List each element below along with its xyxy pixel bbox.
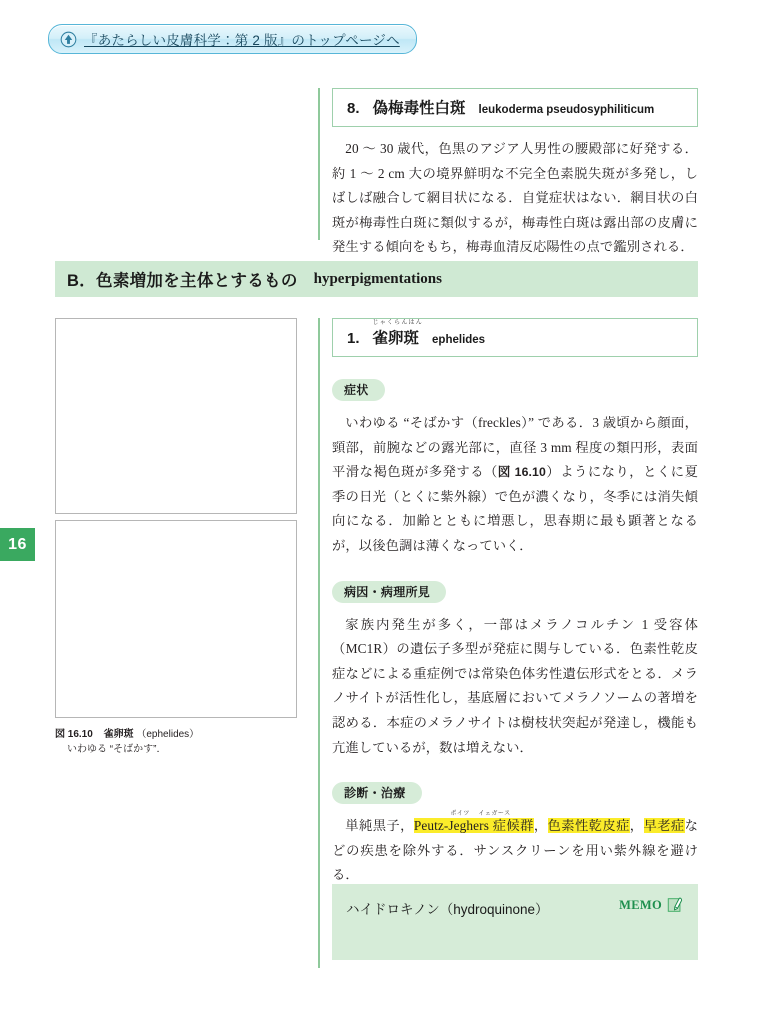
block-diagnosis-body bbox=[332, 811, 699, 888]
block-symptoms bbox=[332, 379, 698, 401]
figure-caption bbox=[55, 727, 297, 757]
memo-box bbox=[332, 884, 698, 960]
block-label-symptoms: 症状 bbox=[332, 379, 385, 401]
column-divider-main bbox=[318, 318, 320, 968]
back-to-top-link-wrap bbox=[48, 24, 417, 54]
page-number-tab: 16 bbox=[0, 528, 35, 561]
block-symptoms-body bbox=[332, 411, 698, 559]
diagnosis-tail: などの疾患を除外する．サンスクリーンを用い紫外線を避ける． bbox=[332, 818, 699, 883]
memo-text: ハイドロキノン（hydroquinone） bbox=[346, 902, 549, 917]
figure-image-placeholder-a bbox=[55, 318, 297, 514]
figure-reference: 図 16.10 bbox=[497, 465, 546, 480]
section-8-body: 20 〜 30 歳代，色黒のアジア人男性の腰殿部に好発する．約 1 〜 2 cm 大の境界鮮明な不完全色素脱失斑が多発し，しばしば融合して網目状になる．自覚症状はない．網目状の白斑が梅毒性白斑に類似するが，梅毒性白斑は露出部の皮膚に発生する傾向をもち，梅毒血清反応陽性の点で鑑別される． bbox=[332, 141, 698, 255]
block-etiology-body: 家族内発生が多く，一部はメラノコルチン 1 受容体（MC1R）の遺伝子多型が発症に関与している．色素性乾皮症などによる重症例では常染色体劣性遺伝形式をとる．メラノサイトが活性化し，基底層においてメラノソームの著増を認める．本症のメラノサイトは樹枝状突起が発達し，機能も亢進しているが，数は増えない． bbox=[332, 616, 698, 755]
section-8-title-jp: 偽梅毒性白斑 bbox=[372, 100, 466, 117]
section-1-title-ruby: じゃくらんはん bbox=[372, 320, 423, 326]
block-diagnosis bbox=[332, 782, 698, 804]
section-8-title-en: leukoderma pseudosyphiliticum bbox=[478, 104, 655, 116]
section-1-container bbox=[332, 318, 698, 888]
pencil-icon bbox=[666, 896, 684, 914]
section-1-title-en: ephelides bbox=[432, 334, 486, 346]
section-band-title-jp: B．色素増加を主体とするもの bbox=[67, 272, 298, 290]
block-symptoms-body-prefix: いわゆる “そばかす（freckles）” である．3 歳頃から顔面，頸部，前腕などの露光部に，直径 3 mm 程度の類円形，表面平滑な褐色斑が多発する（ bbox=[332, 415, 698, 480]
diagnosis-sep-2: ， bbox=[629, 818, 644, 834]
section-8-container bbox=[332, 88, 698, 260]
figure-image-placeholder-b bbox=[55, 520, 297, 718]
section-1-heading bbox=[332, 318, 698, 357]
section-1-number: 1. bbox=[347, 330, 360, 347]
highlight-progeria: 早老症 bbox=[643, 818, 685, 834]
figure-column bbox=[55, 318, 297, 757]
ruby-poitsu: ポイツ bbox=[450, 811, 470, 818]
back-to-top-page-link[interactable] bbox=[48, 24, 417, 54]
highlight-peutz-jeghers-text: Peutz-Jeghers 症候群 bbox=[413, 818, 534, 834]
section-8-heading bbox=[332, 88, 698, 127]
block-etiology bbox=[332, 581, 698, 603]
highlight-xeroderma-pigmentosum: 色素性乾皮症 bbox=[547, 818, 630, 834]
up-arrow-circle-icon bbox=[60, 31, 77, 48]
block-symptoms-body-suffix: ）ようになり，とくに夏季の日光（とくに紫外線）で色が濃くなり，冬季には消失傾向になる．加齢とともに増悪し，思春期に最も顕著となるが，以後色調は薄くなっていく． bbox=[332, 464, 698, 553]
figure-label: 図 16.10 bbox=[55, 729, 93, 740]
section-1-title-jp bbox=[372, 320, 423, 348]
section-1-title-jp-text: 雀卵斑 bbox=[372, 330, 420, 347]
ruby-jegers: イェガース bbox=[478, 811, 511, 818]
memo-label: MEMO bbox=[619, 897, 662, 912]
diagnosis-sep-1: ， bbox=[533, 818, 548, 834]
section-8-number: 8. bbox=[347, 100, 360, 117]
highlight-peutz-jeghers-ruby bbox=[414, 809, 534, 820]
figure-title-jp: 雀卵斑 bbox=[103, 729, 134, 740]
column-divider-top bbox=[318, 88, 320, 240]
memo-row bbox=[346, 898, 684, 918]
section-band-title-en: hyperpigmentations bbox=[313, 270, 442, 287]
figure-title-en: （ephelides） bbox=[136, 729, 200, 740]
highlight-peutz-jeghers bbox=[413, 811, 534, 834]
figure-subtitle: いわゆる “そばかす”． bbox=[67, 744, 167, 755]
section-band-B bbox=[55, 261, 698, 297]
back-to-top-page-label: 『あたらしい皮膚科学：第 2 版』のトップページへ bbox=[84, 33, 400, 48]
memo-tag bbox=[619, 896, 684, 914]
block-label-etiology: 病因・病理所見 bbox=[332, 581, 446, 603]
diagnosis-lead: 単純黒子， bbox=[345, 818, 414, 834]
block-label-diagnosis: 診断・治療 bbox=[332, 782, 422, 804]
